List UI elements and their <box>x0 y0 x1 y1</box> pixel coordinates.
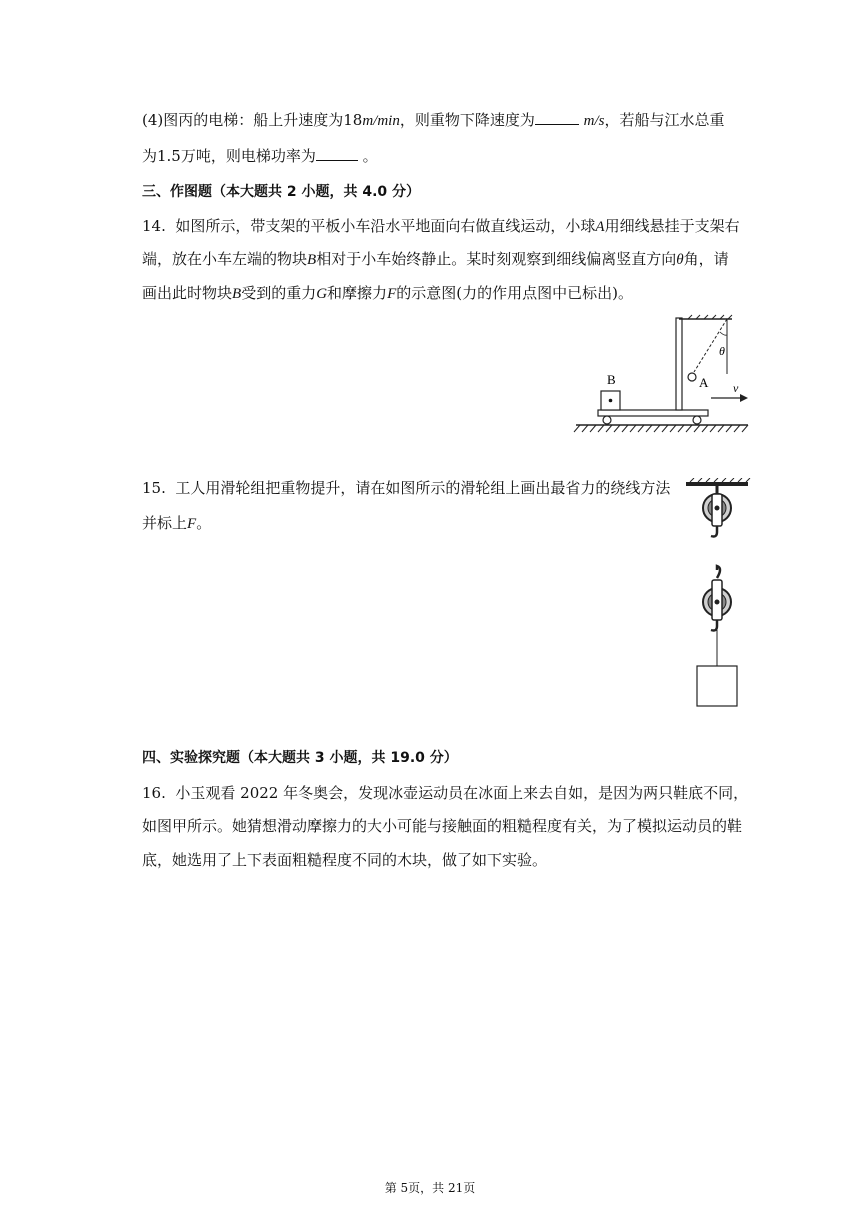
q14-text: 和摩擦力 <box>327 284 388 302</box>
q15-text: 。 <box>196 514 212 532</box>
movable-pulley <box>703 566 731 631</box>
section-title: 三、作图题（本大题共 2 小题，共 4.0 分） <box>142 184 421 200</box>
answer-blank <box>316 146 358 161</box>
variable: F <box>187 516 197 532</box>
unit: m/s <box>583 113 605 129</box>
variable: θ <box>676 252 684 268</box>
q16-line2 <box>142 816 742 836</box>
q15-pulley-figure <box>682 478 752 708</box>
q16-line1 <box>142 783 748 803</box>
question-number: 16. <box>142 784 166 802</box>
section-title: 四、实验探究题（本大题共 3 小题，共 19.0 分） <box>142 750 458 766</box>
q16-text: 底，她选用了上下表面粗糙程度不同的木块，做了如下实验。 <box>142 851 548 869</box>
ball-a <box>688 373 696 381</box>
q13-part4-line2 <box>142 146 378 166</box>
theta-label: θ <box>719 344 725 358</box>
variable: G <box>316 286 328 302</box>
q14-text: 角，请 <box>683 250 729 268</box>
q15-text: 并标上 <box>142 514 188 532</box>
q15-line2 <box>142 513 211 534</box>
q13-text: 为1.5万吨，则电梯功率为 <box>142 147 316 165</box>
q13-text: 。 <box>362 147 378 165</box>
q14-text: 如图所示，带支架的平板小车沿水平地面向右做直线运动，小球 <box>175 217 596 235</box>
q15-line1 <box>142 478 670 498</box>
q14-text: 用细线悬挂于支架右 <box>604 217 740 235</box>
ball-a-label: A <box>699 375 709 390</box>
q13-text: ，若船与江水总重 <box>604 111 725 129</box>
velocity-label: v <box>733 381 739 395</box>
q14-text: 相对于小车始终静止。某时刻观察到细线偏离竖直方向 <box>316 250 677 268</box>
page-footer: 第 5页，共 21页 <box>384 1181 476 1195</box>
load-weight <box>697 666 737 706</box>
question-number: 15. <box>142 479 166 497</box>
block-b-label: B <box>607 372 616 387</box>
q16-text: 小玉观看 2022 年冬奥会，发现冰壶运动员在冰面上来去自如，是因为两只鞋底不同， <box>175 784 749 802</box>
q14-text: 画出此时物块 <box>142 284 233 302</box>
q14-text: 受到的重力 <box>241 284 317 302</box>
q16-text: 如图甲所示。她猜想滑动摩擦力的大小可能与接触面的粗糙程度有关，为了模拟运动员的鞋 <box>142 817 743 835</box>
variable: A <box>595 219 605 235</box>
q15-text: 工人用滑轮组把重物提升，请在如图所示的滑轮组上画出最省力的绕线方法 <box>175 479 671 497</box>
q13-text: ，则重物下降速度为 <box>399 111 535 129</box>
q14-text: 端，放在小车左端的物块 <box>142 250 308 268</box>
variable: F <box>387 286 397 302</box>
q13-text: (4)图丙的电梯：船上升速度为18 <box>142 111 363 129</box>
variable: B <box>307 252 317 268</box>
q16-line3 <box>142 850 547 870</box>
variable: B <box>232 286 242 302</box>
q14-line2 <box>142 249 729 270</box>
q13-part4-line1 <box>142 110 725 131</box>
q14-line3 <box>142 283 633 304</box>
fixed-pulley <box>703 486 731 537</box>
q14-line1 <box>142 216 740 237</box>
q14-text: 的示意图(力的作用点图中已标出)。 <box>396 284 633 302</box>
unit: m/min <box>362 113 400 129</box>
q14-cart-figure <box>572 314 752 436</box>
answer-blank <box>535 110 579 125</box>
question-number: 14. <box>142 217 166 235</box>
